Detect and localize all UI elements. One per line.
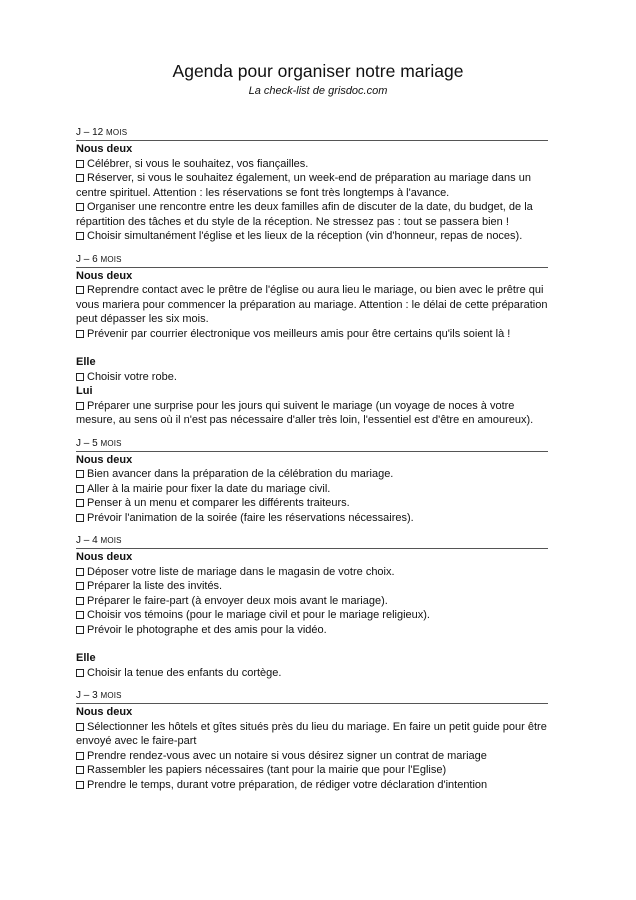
checklist-item-text: Prévoir l'animation de la soirée (faire les réservations nécessaires). — [87, 511, 414, 524]
checklist-item-text: Organiser une rencontre entre les deux familles afin de discuter de la date, du budget, de la répartition des tâches et du style de la réception. Ne stressez pas : tout se passera bien ! — [76, 201, 533, 228]
checkbox[interactable] — [76, 402, 84, 410]
checkbox[interactable] — [76, 373, 84, 381]
checklist-item — [76, 666, 548, 681]
checklist-item — [76, 720, 548, 749]
checkbox[interactable] — [76, 160, 84, 168]
checkbox[interactable] — [76, 514, 84, 522]
group-label: Lui — [76, 385, 93, 397]
group-label: Elle — [76, 652, 96, 664]
group-label: Nous deux — [76, 551, 133, 563]
checkbox[interactable] — [76, 499, 84, 507]
checkbox[interactable] — [76, 723, 84, 731]
checklist-item-text: Choisir simultanément l'église et les lieux de la réception (vin d'honneur, repas de noces). — [87, 230, 523, 242]
checklist-group — [76, 142, 548, 244]
checklist-item — [76, 749, 548, 764]
checklist-item — [76, 623, 548, 638]
document-title: Agenda pour organiser notre mariage — [172, 61, 464, 81]
section-heading — [76, 253, 548, 268]
checklist-section — [76, 689, 548, 792]
checklist-item-text: Prendre le temps, durant votre préparation, de rédiger votre déclaration d'intention — [87, 778, 488, 791]
section-heading-timeframe: J – 5 — [76, 437, 101, 449]
group-label: Elle — [76, 356, 96, 368]
checklist-item-text: Aller à la mairie pour fixer la date du mariage civil. — [87, 482, 331, 495]
checklist-item-text: Préparer la liste des invités. — [87, 580, 223, 592]
checklist-item-text: Rassembler les papiers nécessaires (tant pour la mairie que pour l'Eglise) — [87, 764, 447, 776]
checklist-item-text: Préparer le faire-part (à envoyer deux mois avant le mariage). — [87, 594, 388, 607]
checklist-item-text: Penser à un menu et comparer les différents traiteurs. — [87, 497, 350, 509]
checkbox[interactable] — [76, 568, 84, 576]
checklist-item — [76, 482, 548, 497]
checklist-group — [76, 453, 548, 526]
section-heading-unit: MOIS — [106, 128, 128, 137]
group-label: Nous deux — [76, 706, 133, 718]
group-label: Nous deux — [76, 453, 133, 466]
checklist-item-text: Choisir la tenue des enfants du cortège. — [87, 666, 282, 679]
checkbox[interactable] — [76, 330, 84, 338]
checklist-item — [76, 399, 548, 428]
checklist-item — [76, 200, 548, 229]
section-heading-timeframe: J – 4 — [76, 535, 101, 546]
checklist-group — [76, 550, 548, 637]
section-heading-timeframe: J – 12 — [76, 127, 107, 138]
checklist-item-text: Choisir vos témoins (pour le mariage civil et pour le mariage religieux). — [87, 609, 430, 621]
checklist-group — [76, 269, 548, 342]
checklist-item-text: Choisir votre robe. — [87, 370, 177, 383]
checklist-group — [76, 705, 548, 792]
checklist-item — [76, 171, 548, 200]
checklist-item-text: Célébrer, si vous le souhaitez, vos fiançailles. — [87, 157, 309, 170]
checkbox[interactable] — [76, 203, 84, 211]
checklist-group — [76, 355, 548, 384]
checkbox[interactable] — [76, 597, 84, 605]
checklist-item-text: Préparer une surprise pour les jours qui suivent le mariage (un voyage de noces à votre mesure, au sens où il n'est pas nécessaire d'aller très loin, l'essentiel est d'être en amoureux). — [76, 399, 534, 426]
checkbox[interactable] — [76, 232, 84, 240]
checklist-item-text: Bien avancer dans la préparation de la célébration du mariage. — [87, 468, 394, 480]
section-heading — [76, 437, 548, 452]
checklist-item — [76, 608, 548, 623]
checklist-item — [76, 157, 548, 172]
checkbox[interactable] — [76, 582, 84, 590]
section-heading-unit: MOIS — [100, 536, 122, 545]
checkbox[interactable] — [76, 766, 84, 774]
checkbox[interactable] — [76, 485, 84, 493]
checkbox[interactable] — [76, 669, 84, 677]
checklist-item — [76, 370, 548, 385]
group-label: Nous deux — [76, 269, 133, 282]
checkbox[interactable] — [76, 626, 84, 634]
checklist-item — [76, 283, 548, 327]
checklist-item — [76, 565, 548, 580]
checklist-item — [76, 763, 548, 778]
checkbox[interactable] — [76, 611, 84, 619]
checklist-section — [76, 534, 548, 680]
checklist-item-text: Prévenir par courrier électronique vos meilleurs amis pour être certains qu'ils soient là ! — [87, 327, 511, 340]
checklist-item — [76, 496, 548, 511]
checklist-item — [76, 778, 548, 793]
checklist-content — [76, 126, 548, 792]
checklist-item-text: Déposer votre liste de mariage dans le magasin de votre choix. — [87, 565, 395, 578]
checklist-section — [76, 437, 548, 526]
section-heading — [76, 534, 548, 549]
section-heading-unit: MOIS — [100, 438, 122, 448]
section-heading-unit: MOIS — [100, 691, 122, 700]
section-heading — [76, 689, 548, 704]
checkbox[interactable] — [76, 286, 84, 294]
section-heading — [76, 126, 548, 141]
checklist-group — [76, 651, 548, 680]
checklist-item — [76, 511, 548, 526]
checklist-item — [76, 579, 548, 594]
checklist-item-text: Reprendre contact avec le prêtre de l'église ou aura lieu le mariage, ou bien avec le prêtre qui vous mariera pour commencer la préparation au mariage. Attention : le délai de cette préparation peut dépasser les six mois. — [76, 284, 548, 325]
document-subtitle: La check-list de grisdoc.com — [248, 85, 388, 97]
checklist-item-text: Réserver, si vous le souhaitez également, un week-end de préparation au mariage dans un centre spirituel. Attention : les réservations se font très longtemps à l'avance. — [76, 172, 531, 199]
checklist-item — [76, 594, 548, 609]
checklist-item — [76, 467, 548, 482]
checklist-item-text: Prévoir le photographe et des amis pour la vidéo. — [87, 623, 327, 636]
checklist-group — [76, 384, 548, 428]
checklist-item — [76, 327, 548, 342]
checklist-item-text: Sélectionner les hôtels et gîtes situés près du lieu du mariage. En faire un petit guide pour être envoyé avec le faire-part — [76, 720, 547, 747]
checklist-section — [76, 126, 548, 244]
checkbox[interactable] — [76, 470, 84, 478]
section-heading-unit: MOIS — [100, 254, 122, 264]
section-heading-timeframe: J – 6 — [76, 253, 101, 265]
checkbox[interactable] — [76, 781, 84, 789]
checkbox[interactable] — [76, 752, 84, 760]
checkbox[interactable] — [76, 174, 84, 182]
checklist-item — [76, 229, 548, 244]
checklist-item-text: Prendre rendez-vous avec un notaire si vous désirez signer un contrat de mariage — [87, 749, 487, 762]
group-label: Nous deux — [76, 143, 133, 155]
section-heading-timeframe: J – 3 — [76, 690, 101, 701]
checklist-section — [76, 253, 548, 428]
